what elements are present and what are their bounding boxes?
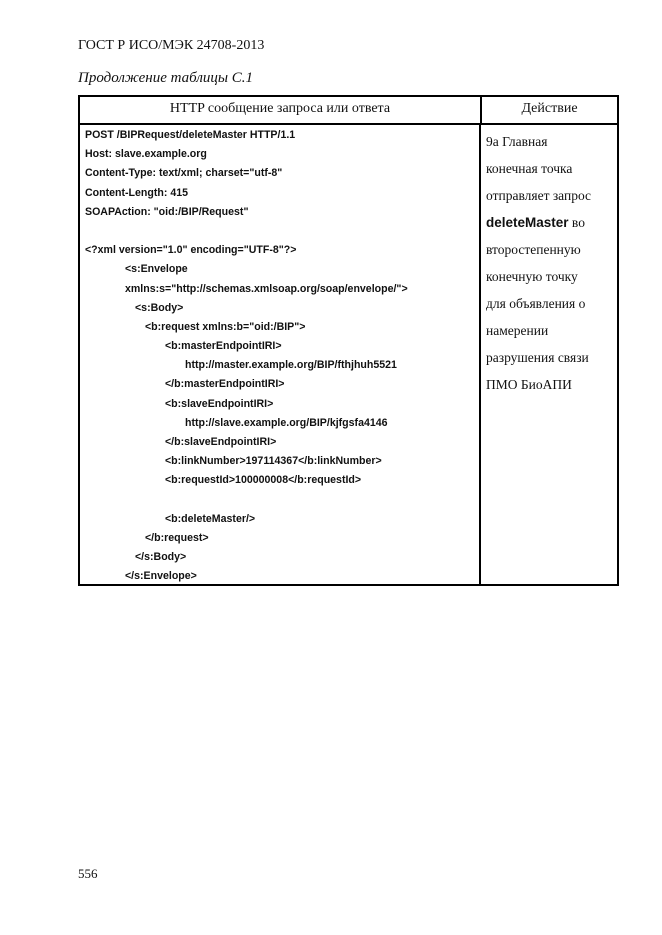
code-line: Content-Length: 415 [85, 186, 188, 199]
code-line: SOAPAction: "oid:/BIP/Request" [85, 205, 249, 218]
code-line: <b:deleteMaster/> [165, 512, 256, 525]
action-line [486, 209, 614, 236]
document-header: ГОСТ Р ИСО/МЭК 24708-2013 [78, 38, 265, 53]
column-header-action: Действие [480, 97, 617, 125]
action-line: второстепенную [486, 242, 581, 257]
code-line [85, 491, 408, 510]
message-table [78, 95, 619, 586]
code-line: <b:requestId>100000008</b:requestId> [165, 474, 362, 487]
table-caption: Продолжение таблицы С.1 [78, 70, 254, 86]
code-line: </s:Envelope> [125, 570, 197, 583]
code-line: xmlns:s="http://schemas.xmlsoap.org/soap/envelope/"> [125, 282, 408, 295]
action-line: конечную точку [486, 269, 578, 284]
action-line: конечная точка [486, 161, 573, 176]
code-line: <b:linkNumber>197114367</b:linkNumber> [165, 455, 382, 468]
action-keyword: deleteMaster [486, 215, 569, 230]
action-line: 9а Главная [486, 134, 548, 149]
action-line: разрушения связи [486, 350, 589, 365]
code-line: </b:slaveEndpointIRI> [165, 436, 277, 448]
column-header-message: HTTP сообщение запроса или ответа [80, 97, 480, 125]
code-line: <s:Body> [135, 301, 184, 314]
code-line: <s:Envelope [125, 263, 188, 276]
code-line: </b:masterEndpointIRI> [165, 378, 285, 391]
action-line: для объявления о [486, 296, 586, 311]
action-line: отправляет запрос [486, 188, 592, 203]
action-line: ПМО БиоАПИ [486, 377, 572, 392]
code-line: <?xml version="1.0" encoding="UTF-8"?> [85, 244, 297, 257]
code-line: POST /BIPRequest/deleteMaster HTTP/1.1 [85, 129, 296, 141]
action-text: во [568, 215, 585, 230]
code-line: <b:slaveEndpointIRI> [165, 397, 274, 410]
column-divider [479, 125, 481, 584]
http-message-code [85, 126, 408, 587]
page-number: 556 [78, 866, 98, 881]
code-line: </s:Body> [135, 551, 187, 564]
code-line: http://master.example.org/BIP/fthjhuh5521 [185, 359, 397, 372]
code-line: </b:request> [145, 531, 209, 544]
action-description [486, 128, 614, 398]
code-line: Content-Type: text/xml; charset="utf-8" [85, 167, 283, 180]
code-line: http://slave.example.org/BIP/kjfgsfa4146 [185, 416, 388, 429]
code-line: <b:masterEndpointIRI> [165, 340, 282, 353]
code-line: Host: slave.example.org [85, 148, 207, 161]
code-line [85, 222, 408, 241]
code-line: <b:request xmlns:b="oid:/BIP"> [145, 320, 306, 333]
action-line: намерении [486, 323, 549, 338]
